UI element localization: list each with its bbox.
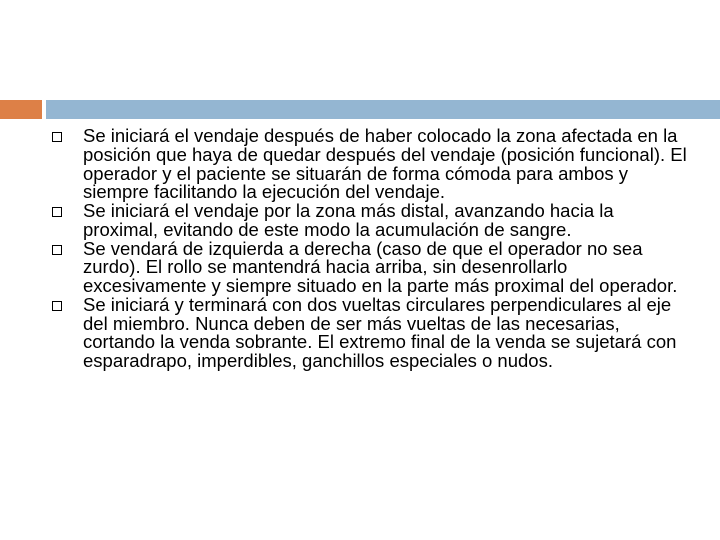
title-bar — [46, 100, 720, 119]
bullet-item — [52, 237, 692, 296]
hollow-square-bullet-icon — [52, 301, 62, 311]
bullet-text: Se iniciará el vendaje por la zona más distal, avanzando hacia la proximal, evitando de este modo la acumulación de sangre. — [83, 200, 614, 240]
accent-bar — [0, 100, 42, 119]
hollow-square-bullet-icon — [52, 245, 62, 255]
bullet-text: Se vendará de izquierda a derecha (caso de que el operador no sea zurdo). El rollo se mantendrá hacia arriba, sin desenrollarlo excesivamente y siempre situado en la parte más proximal del operador. — [83, 237, 678, 296]
bullet-list — [52, 127, 692, 371]
bullet-text: Se iniciará y terminará con dos vueltas circulares perpendiculares al eje del miembro. Nunca deben de ser más vueltas de las necesarias, cortando la venda sobrante. El extremo final de la venda se sujetará con esparadrapo, imperdibles, ganchillos especiales o nudos. — [83, 293, 677, 371]
hollow-square-bullet-icon — [52, 132, 62, 142]
bullet-item — [52, 127, 692, 202]
hollow-square-bullet-icon — [52, 207, 62, 217]
bullet-item — [52, 202, 692, 240]
bullet-text: Se iniciará el vendaje después de haber colocado la zona afectada en la posición que haya de quedar después del vendaje (posición funcional). El operador y el paciente se situarán de forma cómoda para ambos y siempre facilitando la ejecución del vendaje. — [83, 125, 687, 203]
bullet-item — [52, 293, 692, 371]
